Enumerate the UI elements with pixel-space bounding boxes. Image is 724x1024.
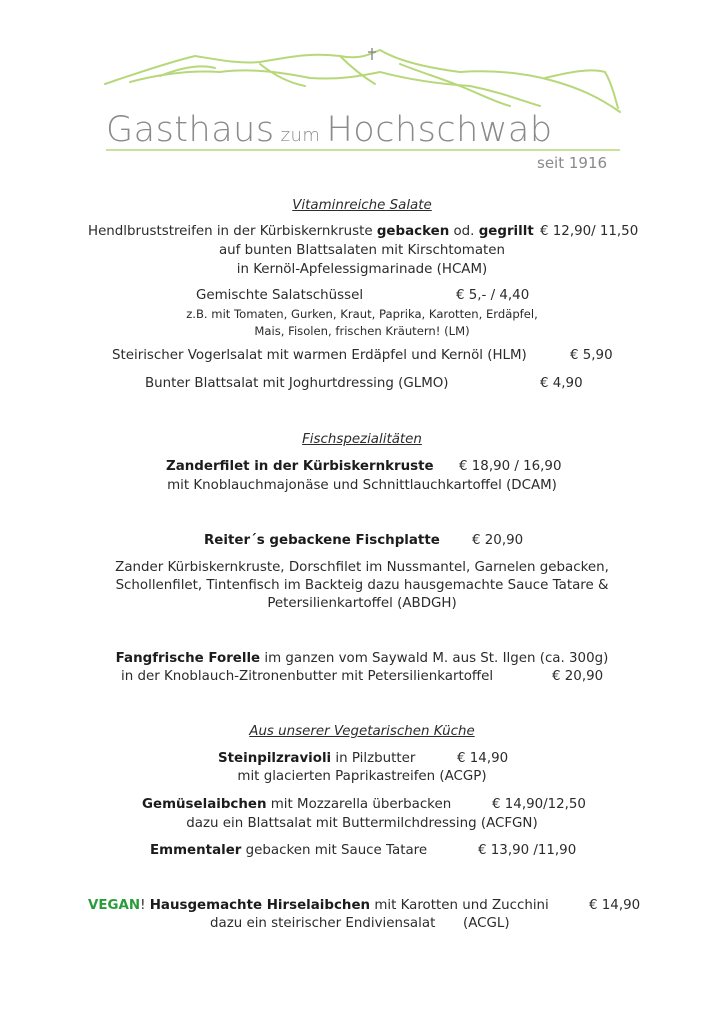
fish-item-1-bold: Zanderfilet in der Kürbiskernkruste <box>166 459 434 474</box>
salad-item-4-name: Bunter Blattsalat mit Joghurtdressing (GLMO) <box>145 376 449 391</box>
salad-item-1-line3: in Kernöl-Apfelessigmarinade (HCAM) <box>236 262 488 277</box>
brand-end: Hochschwab <box>326 110 553 150</box>
salad-item-4-price: € 4,90 <box>540 376 583 391</box>
salad-item-1-price: € 12,90/ 11,50 <box>540 224 639 239</box>
veg-item-1-name <box>218 751 415 766</box>
fish-item-3-line2: in der Knoblauch-Zitronenbutter mit Petersilienkartoffel <box>121 669 494 684</box>
veg-item-2-price: € 14,90/12,50 <box>492 797 586 812</box>
salad-item-1-mid: od. <box>449 224 479 239</box>
salad-item-1-bold2: gegrillt <box>478 224 534 239</box>
veg-item-1-price: € 14,90 <box>457 751 509 766</box>
vegan-item-price: € 14,90 <box>589 898 641 913</box>
fish-item-2-name <box>204 533 440 548</box>
veg-item-1-line2: mit glacierten Paprikastreifen (ACGP) <box>237 769 487 784</box>
fish-item-3-price: € 20,90 <box>552 669 604 684</box>
fish-item-3-name <box>0 651 724 666</box>
veg-item-3-rest: gebacken mit Sauce Tatare <box>241 843 428 858</box>
since-label: seit 1916 <box>537 154 608 172</box>
vegan-item-rest: mit Karotten und Zucchini <box>370 898 549 913</box>
brand-main: Gasthaus <box>106 110 275 150</box>
fish-item-1-line2: mit Knoblauchmajonäse und Schnittlauchkartoffel (DCAM) <box>167 478 557 493</box>
fish-item-2-line2: Zander Kürbiskernkruste, Dorschfilet im Nussmantel, Garnelen gebacken, <box>115 560 609 575</box>
fish-item-2-line4: Petersilienkartoffel (ABDGH) <box>267 596 457 611</box>
vegan-item-name <box>88 898 549 913</box>
veg-item-3-price: € 13,90 /11,90 <box>478 843 577 858</box>
brand-name <box>106 110 553 150</box>
fish-item-2-line3: Schollenfilet, Tintenfisch im Backteig dazu hausgemachte Sauce Tatare & <box>115 578 609 593</box>
salad-item-2-line3: Mais, Fisolen, frischen Kräutern! (LM) <box>254 324 470 338</box>
salad-item-3-name: Steirischer Vogerlsalat mit warmen Erdäpfel und Kernöl (HLM) <box>112 348 527 363</box>
brand-small: zum <box>280 125 321 146</box>
vegan-exclamation: ! <box>140 898 150 913</box>
vegan-item-allergens: (ACGL) <box>463 916 510 931</box>
salad-item-1 <box>88 224 534 239</box>
veg-item-2-name <box>142 797 451 812</box>
fish-item-2-price: € 20,90 <box>472 533 524 548</box>
section-heading-fish: Fischspezialitäten <box>302 432 422 447</box>
salad-item-2-line2: z.B. mit Tomaten, Gurken, Kraut, Paprika, Karotten, Erdäpfel, <box>186 307 538 321</box>
veg-item-2-rest: mit Mozzarella überbacken <box>266 797 452 812</box>
vegan-item-bold: Hausgemachte Hirselaibchen <box>149 898 371 913</box>
vegan-item-line2-text: dazu ein steirischer Endiviensalat <box>210 916 436 931</box>
salad-item-3-price: € 5,90 <box>570 348 613 363</box>
section-heading-veg: Aus unserer Vegetarischen Küche <box>249 724 475 739</box>
veg-item-2-bold: Gemüselaibchen <box>142 797 267 812</box>
veg-item-3-bold: Emmentaler <box>150 843 242 858</box>
fish-item-1-price: € 18,90 / 16,90 <box>459 459 562 474</box>
section-heading-salads: Vitaminreiche Salate <box>292 198 432 213</box>
salad-item-1-line2: auf bunten Blattsalaten mit Kirschtomaten <box>218 243 506 258</box>
fish-item-1-name <box>166 459 434 474</box>
fish-item-3-rest: im ganzen vom Saywald M. aus St. Ilgen (ca. 300g) <box>260 651 609 666</box>
restaurant-logo <box>100 42 630 177</box>
veg-item-2-line2: dazu ein Blattsalat mit Buttermilchdressing (ACFGN) <box>186 816 538 831</box>
fish-item-3-bold: Fangfrische Forelle <box>115 651 261 666</box>
veg-item-1-bold: Steinpilzravioli <box>218 751 332 766</box>
salad-item-2-price: € 5,- / 4,40 <box>456 288 530 303</box>
veg-item-3-name <box>150 843 427 858</box>
salad-item-1-bold1: gebacken <box>376 224 450 239</box>
salad-item-2-name: Gemischte Salatschüssel <box>196 288 364 303</box>
salad-item-1-text: Hendlbruststreifen in der Kürbiskernkruste <box>88 224 377 239</box>
vegan-tag: VEGAN <box>88 898 141 913</box>
fish-item-2-bold: Reiter´s gebackene Fischplatte <box>204 533 440 548</box>
veg-item-1-rest: in Pilzbutter <box>331 751 416 766</box>
vegan-item-line2 <box>210 916 435 931</box>
